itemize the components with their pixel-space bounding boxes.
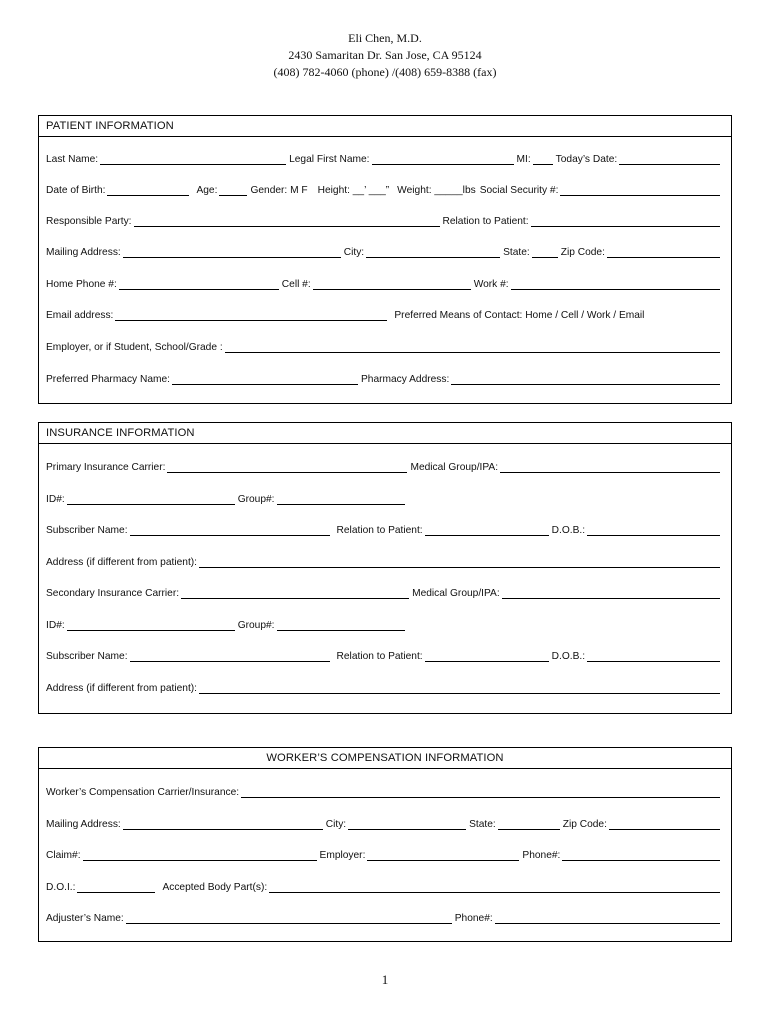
cell-phone-field[interactable]	[313, 279, 471, 290]
responsible-party-field[interactable]	[134, 216, 440, 227]
pharmacy-name-field[interactable]	[172, 374, 358, 385]
dob-field[interactable]	[107, 185, 189, 196]
primary-medical-group-field[interactable]	[500, 462, 720, 473]
primary-id-field[interactable]	[67, 494, 235, 505]
weight-field[interactable]: Weight: _____lbs	[397, 185, 476, 196]
patient-row-responsible: Responsible Party: Relation to Patient:	[46, 215, 723, 229]
height-field[interactable]: Height: __’ ___”	[317, 185, 390, 196]
secondary-dob-field[interactable]	[587, 651, 720, 662]
primary-group-field[interactable]	[277, 494, 405, 505]
patient-information-section	[38, 115, 732, 404]
wc-mailing-address-field[interactable]	[123, 819, 323, 830]
wc-zip-field[interactable]	[609, 819, 720, 830]
secondary-medical-group-field[interactable]	[502, 588, 720, 599]
insurance-information-section	[38, 422, 732, 714]
section-title: WORKER’S COMPENSATION INFORMATION	[39, 748, 731, 769]
wc-employer-field[interactable]	[367, 850, 519, 861]
mi-field[interactable]	[533, 154, 553, 165]
zip-field[interactable]	[607, 247, 720, 258]
ssn-field[interactable]	[560, 185, 720, 196]
practice-phone-fax: (408) 782-4060 (phone) /(408) 659-8388 (fax)	[273, 65, 497, 79]
wc-doi-field[interactable]	[77, 882, 155, 893]
employer-field[interactable]	[225, 342, 720, 353]
primary-subscriber-field[interactable]	[130, 525, 330, 536]
secondary-subscriber-field[interactable]	[130, 651, 330, 662]
wc-claim-row: Claim#: Employer: Phone#:	[46, 849, 723, 863]
home-phone-field[interactable]	[119, 279, 279, 290]
primary-id-row: ID#: Group#:	[46, 493, 723, 507]
email-field[interactable]	[115, 310, 387, 321]
wc-state-field[interactable]	[498, 819, 560, 830]
wc-phone-field[interactable]	[562, 850, 720, 861]
pharmacy-address-field[interactable]	[451, 374, 720, 385]
wc-carrier-field[interactable]	[241, 787, 720, 798]
wc-doi-row: D.O.I.: Accepted Body Part(s):	[46, 881, 723, 895]
primary-relation-field[interactable]	[425, 525, 549, 536]
primary-carrier-field[interactable]	[167, 462, 407, 473]
secondary-id-row: ID#: Group#:	[46, 619, 723, 633]
wc-adjuster-row: Adjuster’s Name: Phone#:	[46, 912, 723, 926]
state-field[interactable]	[532, 247, 558, 258]
secondary-carrier-field[interactable]	[181, 588, 409, 599]
secondary-address-field[interactable]	[199, 683, 720, 694]
secondary-id-field[interactable]	[67, 620, 235, 631]
wc-claim-field[interactable]	[83, 850, 317, 861]
work-phone-field[interactable]	[511, 279, 720, 290]
primary-dob-field[interactable]	[587, 525, 720, 536]
patient-row-email: Email address: Preferred Means of Contact: Home / Cell / Work / Email	[46, 310, 645, 321]
secondary-relation-field[interactable]	[425, 651, 549, 662]
workers-comp-section	[38, 747, 732, 942]
primary-carrier-row: Primary Insurance Carrier: Medical Group/IPA:	[46, 461, 723, 475]
secondary-carrier-row: Secondary Insurance Carrier: Medical Group/IPA:	[46, 587, 723, 601]
secondary-group-field[interactable]	[277, 620, 405, 631]
secondary-subscriber-row: Subscriber Name: Relation to Patient: D.O.B.:	[46, 650, 723, 664]
wc-city-field[interactable]	[348, 819, 466, 830]
last-name-field[interactable]	[100, 154, 286, 165]
secondary-address-row: Address (if different from patient):	[46, 682, 723, 696]
wc-adjuster-phone-field[interactable]	[495, 913, 720, 924]
wc-body-parts-field[interactable]	[269, 882, 720, 893]
todays-date-field[interactable]	[619, 154, 720, 165]
patient-row-pharmacy: Preferred Pharmacy Name: Pharmacy Address:	[46, 373, 723, 387]
mailing-address-field[interactable]	[123, 247, 341, 258]
primary-address-row: Address (if different from patient):	[46, 556, 723, 570]
section-title: INSURANCE INFORMATION	[39, 423, 731, 444]
patient-row-dob: Date of Birth: Age: Gender: M F Height: __’ ___” Weight: _____lbs Social Security #:	[46, 184, 723, 198]
patient-row-employer: Employer, or if Student, School/Grade :	[46, 341, 723, 355]
section-title: PATIENT INFORMATION	[39, 116, 731, 137]
preferred-contact-options[interactable]: Preferred Means of Contact: Home / Cell / Work / Email	[394, 310, 645, 321]
patient-row-names: Last Name: Legal First Name: MI: Today’s Date:	[46, 153, 723, 167]
primary-address-field[interactable]	[199, 557, 720, 568]
first-name-field[interactable]	[372, 154, 514, 165]
practice-address: 2430 Samaritan Dr. San Jose, CA 95124	[288, 48, 482, 62]
page-number: 1	[381, 972, 389, 987]
gender-options[interactable]: Gender: M F	[250, 185, 308, 196]
practice-header	[0, 30, 770, 81]
city-field[interactable]	[366, 247, 500, 258]
patient-row-address: Mailing Address: City: State: Zip Code:	[46, 246, 723, 260]
wc-address-row: Mailing Address: City: State: Zip Code:	[46, 818, 723, 832]
patient-row-phones: Home Phone #: Cell #: Work #:	[46, 278, 723, 292]
doctor-name: Eli Chen, M.D.	[348, 31, 422, 45]
age-field[interactable]	[219, 185, 247, 196]
wc-carrier-row: Worker’s Compensation Carrier/Insurance:	[46, 786, 723, 800]
wc-adjuster-name-field[interactable]	[126, 913, 452, 924]
relation-field[interactable]	[531, 216, 720, 227]
primary-subscriber-row: Subscriber Name: Relation to Patient: D.O.B.:	[46, 524, 723, 538]
